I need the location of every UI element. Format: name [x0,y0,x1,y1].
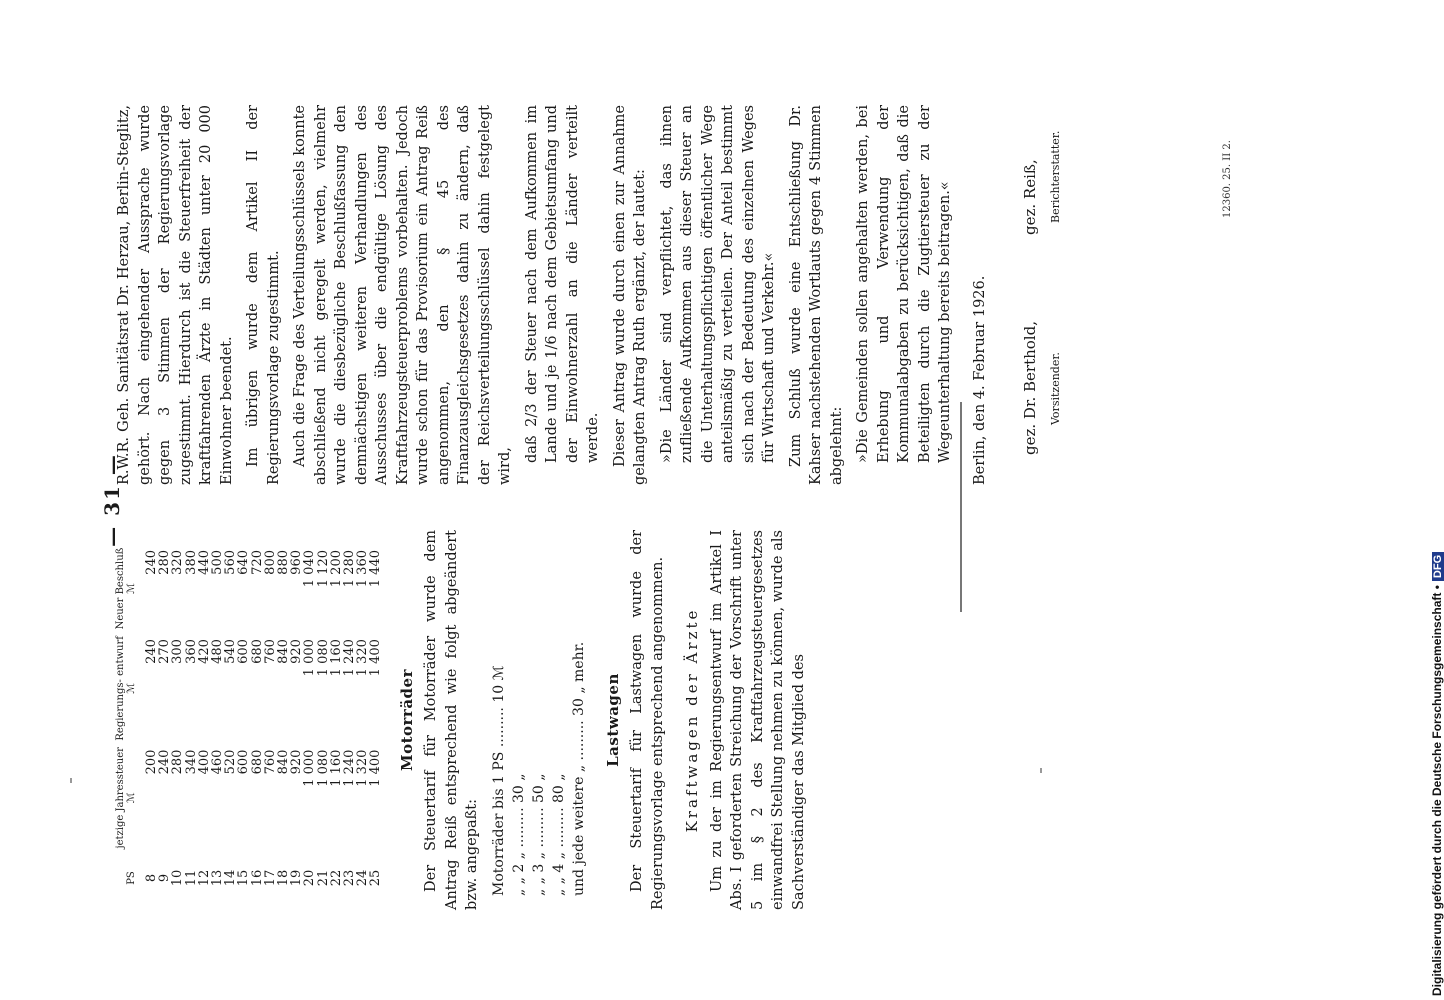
quote-2: »Die Länder sind verpflichtet, das ihnen zufließende Aufkommen aus dieser Steuer an die Unterhaltungspflichtigen öffentlicher Wege anteilsmäßig zu verteilen. Der Anteil bestimmt sich nach der Bedeutung des einzelnen Weges für Wirtschaft und Verkehr.« [658,105,777,463]
signature-rapporteur: gez. Reiß, [1021,159,1039,235]
motorrad-rate-line: Motorräder bis 1 PS ......... 10 ℳ [490,665,507,896]
table-row [356,544,369,904]
cell-current: 1 240 [342,749,358,787]
left-column [114,530,815,910]
cell-ps: 15 [236,869,252,887]
scan-speck [70,778,72,783]
cell-new: 240 [144,550,159,575]
header-current: jetzige Jahressteuer ℳ [115,747,137,849]
cell-new: 720 [249,550,265,575]
table-row [303,544,316,904]
cell-current: 200 [144,749,159,775]
cell-new: 1 360 [355,550,371,588]
motorrad-rate-line: „ „ 2 „ ......... 30 „ [510,773,527,896]
print-code-text: 12360. 25. II 2. [1222,140,1233,218]
table-row [145,544,158,904]
motorraeder-rates [489,530,589,910]
cell-draft: 760 [262,639,278,664]
cell-draft: 300 [170,639,186,664]
table-row [290,544,303,904]
signatures [1020,105,1100,485]
cell-ps: 14 [223,869,239,887]
motorrad-rate-line: und jede weitere „ ......... 30 „ mehr. [570,641,587,896]
motorrad-rate-line: „ „ 3 „ ......... 50 „ [530,773,547,896]
digitization-credit-text: Digitalisierung gefördert durch die Deutsche Forschungsgemeinschaft • [1430,585,1444,996]
cell-current: 920 [289,749,305,775]
paragraph-3: Auch die Frage des Verteilungsschlüssels konnte abschließend nicht geregelt werden, vielmehr wurde die diesbezügliche Beschlußfassung den demnächstigen weiteren Verhandlungen des Ausschusses über die endgültige Lösung des Kraftfahrzeugsteuerproblems vorbehalten. Jedoch wurde schon für das Provisorium ein Antrag Reiß angenommen, den § 45 des Finanzausgleichsgesetzes dahin zu ändern, daß der Reichsverteilungsschlüssel dahin festgelegt wird, [292,105,513,485]
cell-new: 640 [236,550,252,575]
cell-ps: 25 [368,869,384,887]
cell-draft: 1 080 [315,639,331,677]
cell-current: 520 [223,749,239,775]
cell-ps: 23 [342,869,358,887]
cell-new: 440 [196,550,212,575]
cell-new: 1 200 [328,550,344,588]
cell-ps: 11 [183,869,199,887]
document-page [100,90,1062,910]
cell-new: 880 [276,550,292,575]
table-row [317,544,330,904]
page-number: — 31 — [100,453,124,547]
quote-1: daß 2/3 der Steuer nach dem Aufkommen im Lande und je 1/6 nach dem Gebietsumfang und der Einwohnerzahl an die Länder verteilt werde. [523,105,601,463]
cell-ps: 19 [289,869,305,887]
cell-draft: 270 [157,639,173,664]
motorraeder-intro: Der Steuertarif für Motorräder wurde dem Antrag Reiß entsprechend wie folgt abgeändert bzw. angepaßt: [423,530,481,910]
cell-new: 1 280 [342,550,358,588]
signature-chair: gez. Dr. Berthold, [1021,321,1039,455]
table-row [224,544,237,904]
cell-new: 1 120 [315,550,331,588]
table-row [158,544,171,904]
cell-ps: 9 [157,873,173,883]
cell-new: 800 [262,550,278,575]
digitization-credit [1430,552,1444,996]
header-draft: Regierungs- entwurf ℳ [115,636,137,741]
cell-current: 280 [170,749,186,775]
cell-current: 840 [276,749,292,775]
cell-ps: 12 [196,869,212,887]
paragraph-5: Zum Schluß wurde eine Entschließung Dr. Kahser nachstehenden Wortlauts gegen 4 Stimmen abgelehnt: [787,105,845,485]
cell-draft: 600 [236,639,252,664]
cell-new: 280 [157,550,173,575]
cell-draft: 480 [210,639,226,664]
cell-draft: 1 320 [355,639,371,677]
cell-current: 760 [262,749,278,775]
table-row [264,544,277,904]
cell-new: 1 440 [368,550,384,588]
column-rule [960,402,962,612]
table-row [198,544,211,904]
cell-current: 460 [210,749,226,775]
cell-draft: 1 000 [302,639,318,677]
cell-draft: 360 [183,639,199,664]
paragraph-1: R.W.R. Geh. Sanitätsrat Dr. Herzau, Berlin-Steglitz, gehört. Nach eingehender Aussprache wurde gegen 3 Stimmen der Regierungsvorlage zugestimmt. Hierdurch ist die Steuerfreiheit der kraftfahrenden Ärzte in Städten unter 20 000 Einwohner beendet. [116,105,235,485]
cell-current: 1 000 [302,749,318,787]
cell-current: 1 160 [328,749,344,787]
cell-draft: 240 [144,639,159,664]
scan-speck [1040,768,1042,773]
cell-current: 1 400 [368,749,384,787]
cell-draft: 1 400 [368,639,384,677]
tax-table [114,544,383,904]
role-rapporteur: Berichterstatter. [1049,130,1062,223]
aerzte-text: Um zu der im Regierungsentwurf im Artikel I Abs. I geforderten Streichung der Vorschrift unter 5 im § 2 des Kraftfahrzeugsteuergesetzes einwandfrei Stellung nehmen zu können, wurde als Sachverständiger das Mitglied des [708,530,807,910]
table-row [330,544,343,904]
dfg-logo: DFG [1432,552,1444,581]
cell-current: 680 [249,749,265,775]
cell-draft: 680 [249,639,265,664]
cell-new: 380 [183,550,199,575]
cell-draft: 840 [276,639,292,664]
cell-ps: 8 [144,873,159,883]
date-line: Berlin, den 4. Februar 1926. [971,275,988,485]
cell-ps: 16 [249,869,265,887]
cell-ps: 24 [355,869,371,887]
cell-ps: 18 [276,869,292,887]
cell-new: 960 [289,550,305,575]
cell-ps: 21 [315,869,331,887]
cell-current: 1 080 [315,749,331,787]
cell-current: 1 320 [355,749,371,787]
cell-draft: 1 240 [342,639,358,677]
table-row [343,544,356,904]
cell-current: 400 [196,749,212,775]
role-chair: Vorsitzender. [1049,352,1062,425]
quote-3: »Die Gemeinden sollen angehalten werden, bei Erhebung und Verwendung der Kommunalabgaben zu berücksichtigen, daß die Beteiligten durch die Zugtiersteuer zu der Wegeunterhaltung bereits beitragen.« [855,105,953,463]
cell-draft: 540 [223,639,239,664]
lastwagen-heading: Lastwagen [603,673,622,767]
right-column [114,105,1100,485]
cell-new: 500 [210,550,226,575]
lastwagen-text: Der Steuertarif für Lastwagen wurde der Regierungsvorlage entsprechend angenommen. [629,530,666,910]
cell-current: 240 [157,749,173,775]
cell-current: 600 [236,749,252,775]
tax-table-body [145,544,383,904]
cell-draft: 1 160 [328,639,344,677]
cell-new: 320 [170,550,186,575]
cell-current: 340 [183,749,199,775]
tax-table-header [114,544,145,904]
cell-ps: 22 [328,869,344,887]
table-row [171,544,184,904]
aerzte-heading: Kraftwagen der Ärzte [683,607,702,833]
cell-new: 560 [223,550,239,575]
motorraeder-heading: Motorräder [397,669,416,772]
table-row [277,544,290,904]
cell-ps: 17 [262,869,278,887]
cell-ps: 13 [210,869,226,887]
print-code [1222,140,1233,218]
table-row [185,544,198,904]
cell-draft: 420 [196,639,212,664]
table-row [369,544,382,904]
header-ps: PS [126,871,137,885]
cell-ps: 10 [170,869,186,887]
table-row [237,544,250,904]
cell-draft: 920 [289,639,305,664]
cell-ps: 20 [302,869,318,887]
motorrad-rate-line: „ „ 4 „ ......... 80 „ [550,773,567,896]
paragraph-4: Dieser Antrag wurde durch einen zur Annahme gelangten Antrag Ruth ergänzt, der lautet: [611,105,648,485]
table-row [211,544,224,904]
table-row [251,544,264,904]
paragraph-2: Im übrigen wurde dem Artikel II der Regierungsvorlage zugestimmt. [245,105,282,485]
cell-new: 1 040 [302,550,318,588]
header-new: Neuer Beschluß ℳ [115,547,137,630]
